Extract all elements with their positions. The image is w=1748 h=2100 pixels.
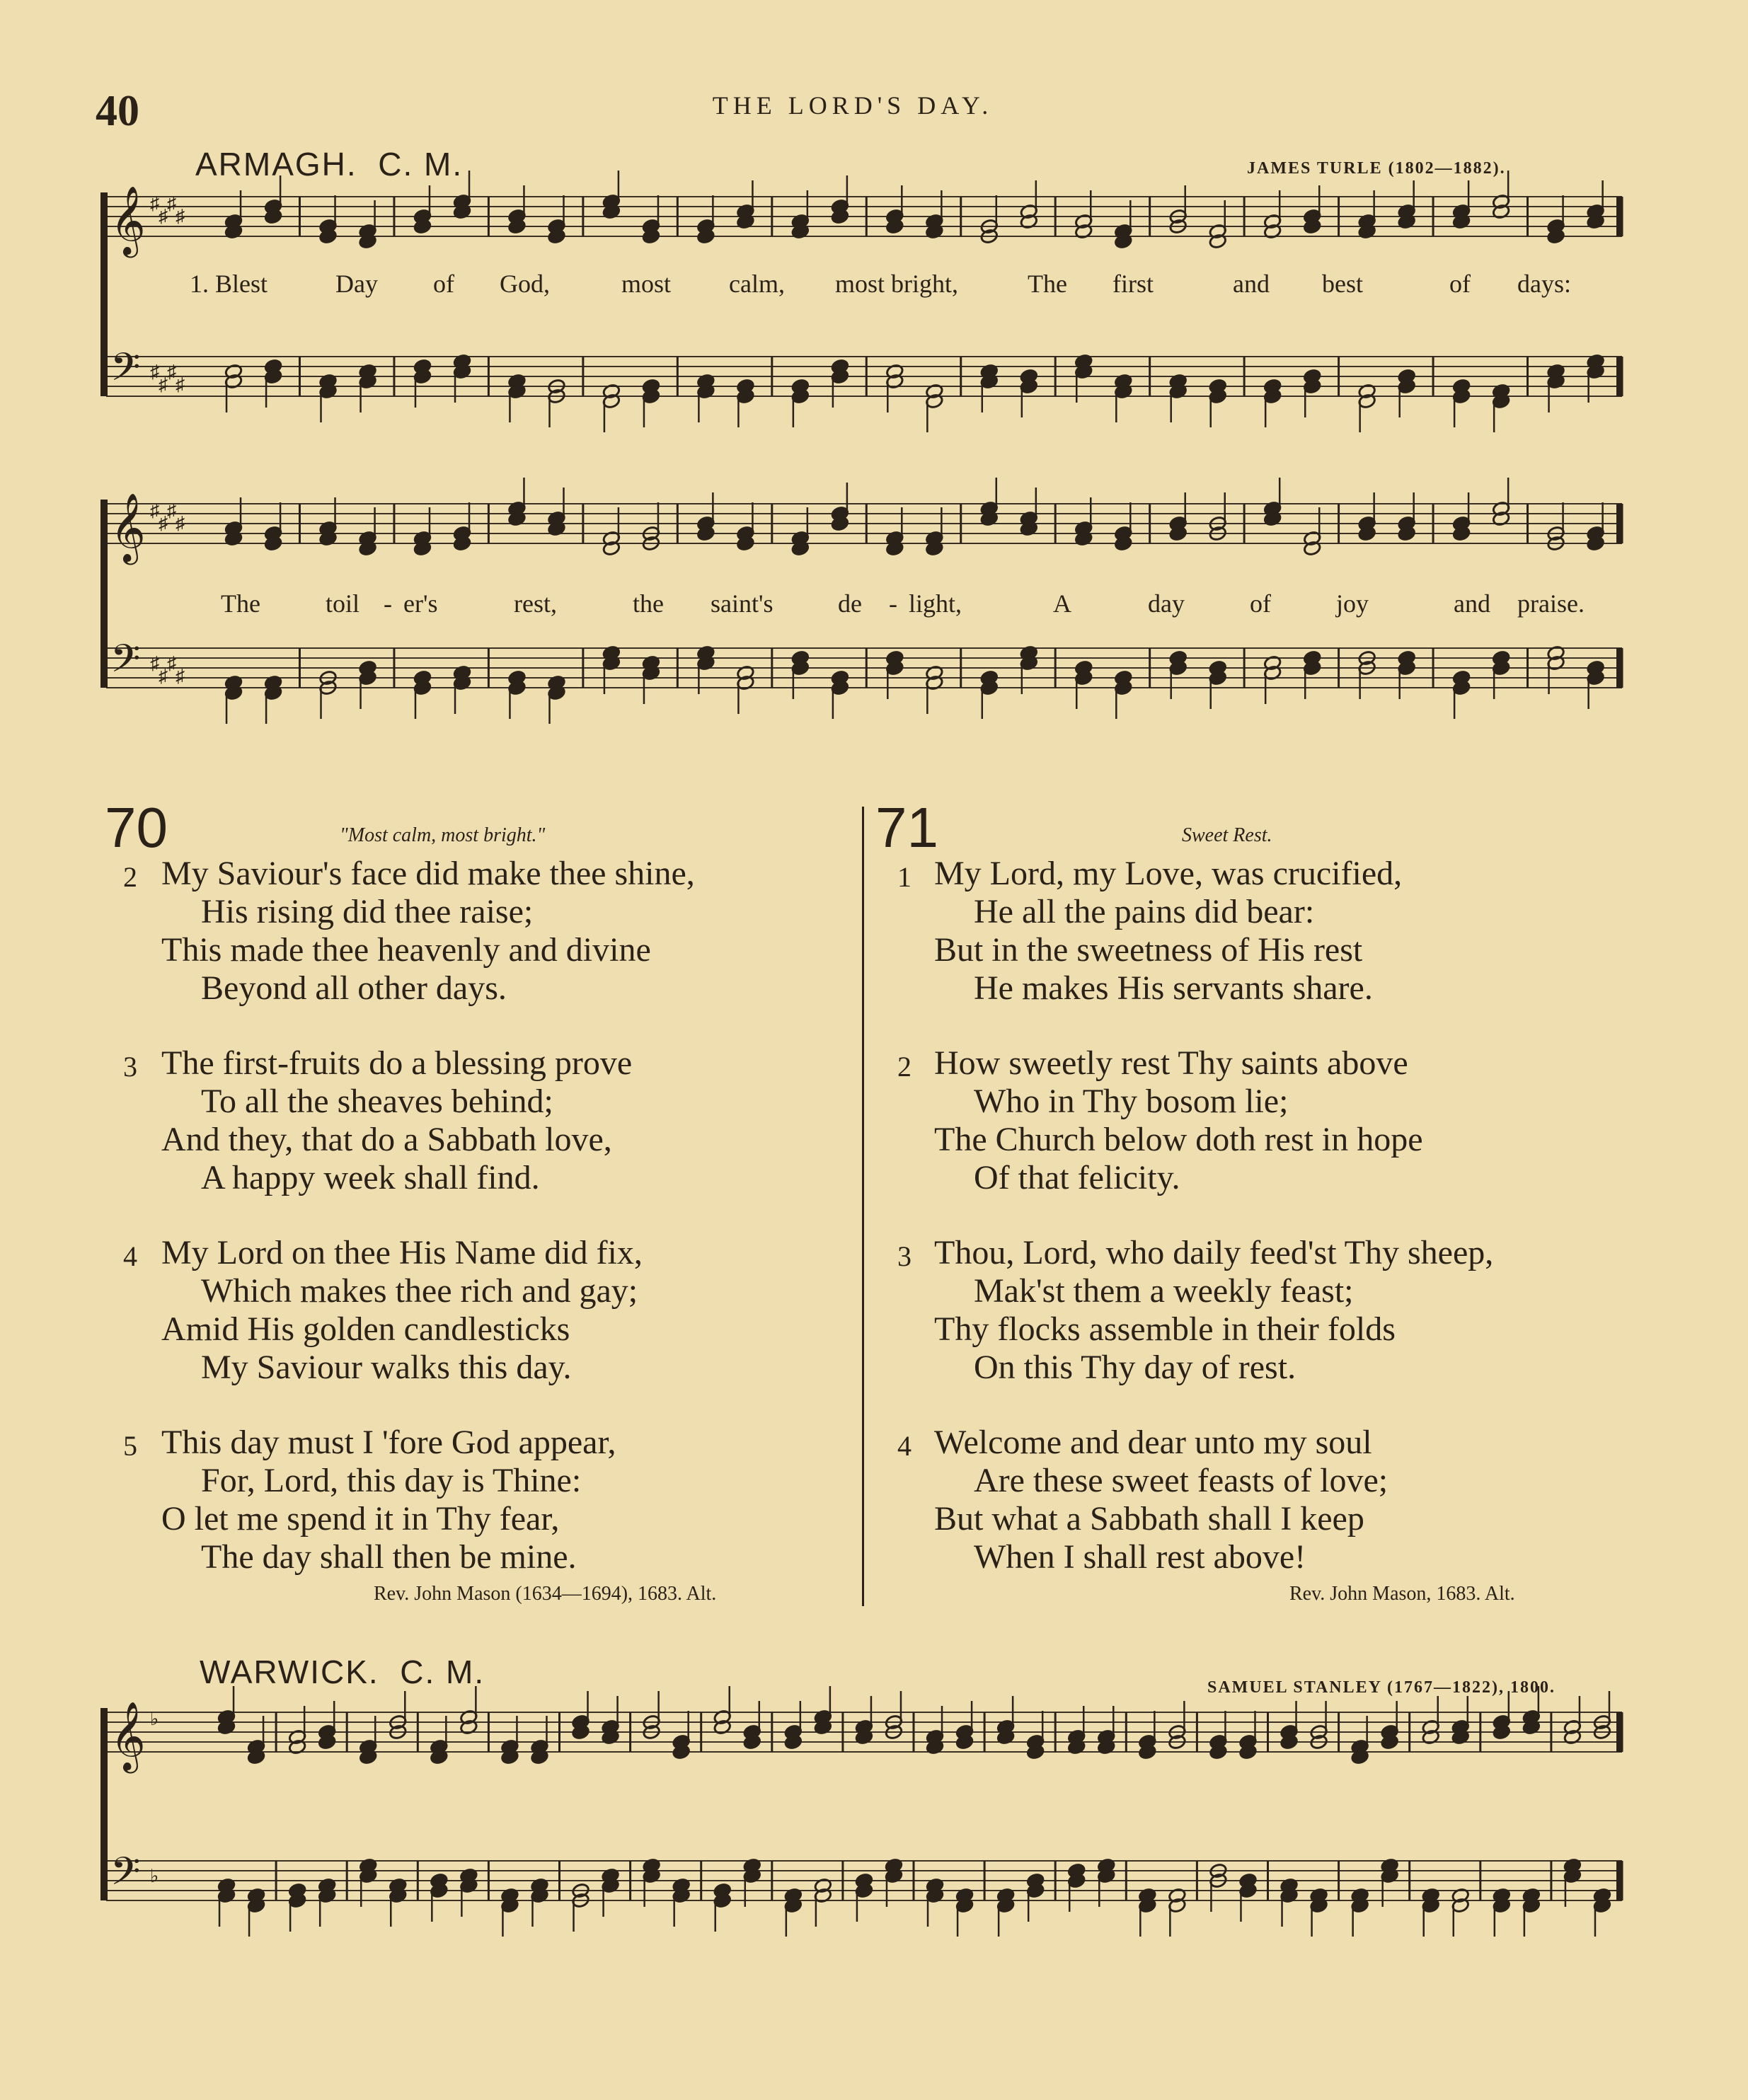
verse-line: The Church below doth rest in hope (934, 1121, 1423, 1158)
key-signature-icon: ♯ (150, 362, 159, 382)
lyric-word: saint's (711, 589, 774, 618)
key-signature-icon: ♯ (167, 653, 176, 674)
key-signature-icon: ♯ (176, 206, 185, 226)
verse-line: Which makes thee rich and gay; (201, 1272, 638, 1310)
lyric-word: light, (909, 589, 962, 618)
verse-line: This day must I 'fore God appear, (161, 1424, 616, 1461)
composer-armagh: JAMES TURLE (1802—1882). (1247, 159, 1506, 178)
verse-line: When I shall rest above! (974, 1538, 1306, 1576)
attribution-70: Rev. John Mason (1634—1694), 1683. Alt. (374, 1583, 717, 1605)
key-signature-icon: ♭ (150, 1866, 159, 1886)
lyric-word: first (1112, 270, 1154, 298)
verse-line: My Saviour walks this day. (201, 1349, 572, 1386)
verse-line: This made thee heavenly and divine (161, 931, 651, 969)
final-barline (1616, 1861, 1622, 1900)
treble-clef-icon: 𝄞 (110, 1701, 146, 1770)
lyric-word: days: (1517, 270, 1571, 298)
page-number: 40 (96, 87, 139, 135)
lyric-word: Day (335, 270, 378, 298)
key-signature-icon: ♯ (159, 206, 168, 226)
column-divider (862, 807, 864, 1606)
verse-line: Thy flocks assemble in their folds (934, 1310, 1396, 1348)
bass-clef-icon: 𝄢 (110, 345, 141, 399)
lyric-word: de (838, 589, 862, 618)
verse-line: Mak'st them a weekly feast; (974, 1272, 1354, 1310)
verse-number: 1 (897, 861, 912, 893)
lyric-word: of (433, 270, 454, 298)
lyric-word: calm, (729, 270, 785, 298)
key-signature-icon: ♯ (167, 500, 176, 521)
running-head: THE LORD'S DAY. (712, 91, 994, 120)
key-signature-icon: ♯ (159, 513, 168, 533)
verse-line: The day shall then be mine. (201, 1538, 577, 1576)
hymn-number-71: 71 (875, 796, 938, 859)
bass-clef-icon: 𝄢 (110, 636, 141, 691)
hymn-number-70: 70 (105, 796, 168, 859)
key-signature-icon: ♯ (150, 653, 159, 674)
lyric-word: er's (403, 589, 438, 618)
hymn-title-70: "Most calm, most bright." (340, 824, 546, 846)
verse-line: And they, that do a Sabbath love, (161, 1121, 612, 1158)
treble-clef-icon: 𝄞 (110, 492, 146, 562)
final-barline (1616, 197, 1622, 236)
verse-line: But in the sweetness of His rest (934, 931, 1363, 969)
lyric-word: and (1454, 589, 1490, 618)
lyric-word: of (1250, 589, 1271, 618)
verse-line: Beyond all other days. (201, 969, 507, 1007)
verse-number: 2 (123, 861, 137, 893)
lyric-word: - (384, 589, 392, 618)
verse-line: To all the sheaves behind; (201, 1083, 553, 1120)
lyric-word: God, (500, 270, 550, 298)
lyric-word: A (1053, 589, 1071, 618)
final-barline (1616, 357, 1622, 396)
key-signature-icon: ♯ (176, 513, 185, 533)
verse-line: But what a Sabbath shall I keep (934, 1500, 1364, 1538)
verse-line: O let me spend it in Thy fear, (161, 1500, 560, 1538)
music-system-1 (0, 185, 1656, 417)
key-signature-icon: ♯ (167, 193, 176, 214)
key-signature-icon: ♯ (176, 374, 185, 395)
tune-name-warwick: WARWICK. C. M. (200, 1654, 485, 1690)
lyric-word: of (1449, 270, 1471, 298)
verse-line: Welcome and dear unto my soul (934, 1424, 1372, 1461)
verse-number: 4 (897, 1430, 912, 1462)
verse-line: The first-fruits do a blessing prove (161, 1044, 633, 1082)
lyric-word: most bright, (835, 270, 959, 298)
lyric-word: and (1233, 270, 1270, 298)
verse-line: Are these sweet feasts of love; (974, 1462, 1388, 1499)
verse-line: A happy week shall find. (201, 1159, 540, 1196)
verse-line: How sweetly rest Thy saints above (934, 1044, 1408, 1082)
verse-line: He all the pains did bear: (974, 893, 1315, 930)
verse-line: Amid His golden candlesticks (161, 1310, 570, 1348)
lyric-word: The (221, 589, 260, 618)
verse-line: Thou, Lord, who daily feed'st Thy sheep, (934, 1234, 1494, 1271)
lyric-word: toil (326, 589, 360, 618)
verse-line: For, Lord, this day is Thine: (201, 1462, 582, 1499)
key-signature-icon: ♯ (150, 193, 159, 214)
music-system-3 (0, 1691, 1656, 1925)
verse-line: His rising did thee raise; (201, 893, 534, 930)
verse-number: 2 (897, 1051, 912, 1083)
lyric-word: day (1148, 589, 1185, 618)
bass-clef-icon: 𝄢 (110, 1849, 141, 1903)
key-signature-icon: ♯ (159, 666, 168, 686)
key-signature-icon: ♯ (150, 500, 159, 521)
verse-number: 5 (123, 1430, 137, 1462)
lyric-word: joy (1336, 589, 1369, 618)
lyric-word: The (1028, 270, 1067, 298)
tune-name-armagh: ARMAGH. C. M. (195, 146, 464, 183)
verse-number: 3 (897, 1240, 912, 1272)
final-barline (1616, 1712, 1622, 1752)
lyric-word: best (1322, 270, 1363, 298)
verse-line: Of that felicity. (974, 1159, 1180, 1196)
verse-line: Who in Thy bosom lie; (974, 1083, 1289, 1120)
final-barline (1616, 648, 1622, 688)
verse-line: He makes His servants share. (974, 969, 1373, 1007)
verse-line: My Saviour's face did make thee shine, (161, 855, 695, 892)
lyric-word: most (621, 270, 672, 298)
lyric-word: - (889, 589, 897, 618)
lyric-word: 1. Blest (190, 270, 268, 298)
key-signature-icon: ♯ (159, 374, 168, 395)
attribution-71: Rev. John Mason, 1683. Alt. (1289, 1583, 1515, 1605)
key-signature-icon: ♭ (150, 1709, 159, 1729)
key-signature-icon: ♯ (167, 362, 176, 382)
lyric-word: the (633, 589, 664, 618)
verse-number: 3 (123, 1051, 137, 1083)
final-barline (1616, 504, 1622, 543)
verse-line: On this Thy day of rest. (974, 1349, 1296, 1386)
treble-clef-icon: 𝄞 (110, 185, 146, 255)
composer-warwick: SAMUEL STANLEY (1767—1822), 1800. (1207, 1678, 1556, 1697)
lyric-word: rest, (514, 589, 557, 618)
verse-line: My Lord, my Love, was crucified, (934, 855, 1403, 892)
lyric-word: praise. (1517, 589, 1585, 618)
verse-line: My Lord on thee His Name did fix, (161, 1234, 643, 1271)
key-signature-icon: ♯ (176, 666, 185, 686)
verse-number: 4 (123, 1240, 137, 1272)
hymn-title-71: Sweet Rest. (1182, 824, 1272, 846)
